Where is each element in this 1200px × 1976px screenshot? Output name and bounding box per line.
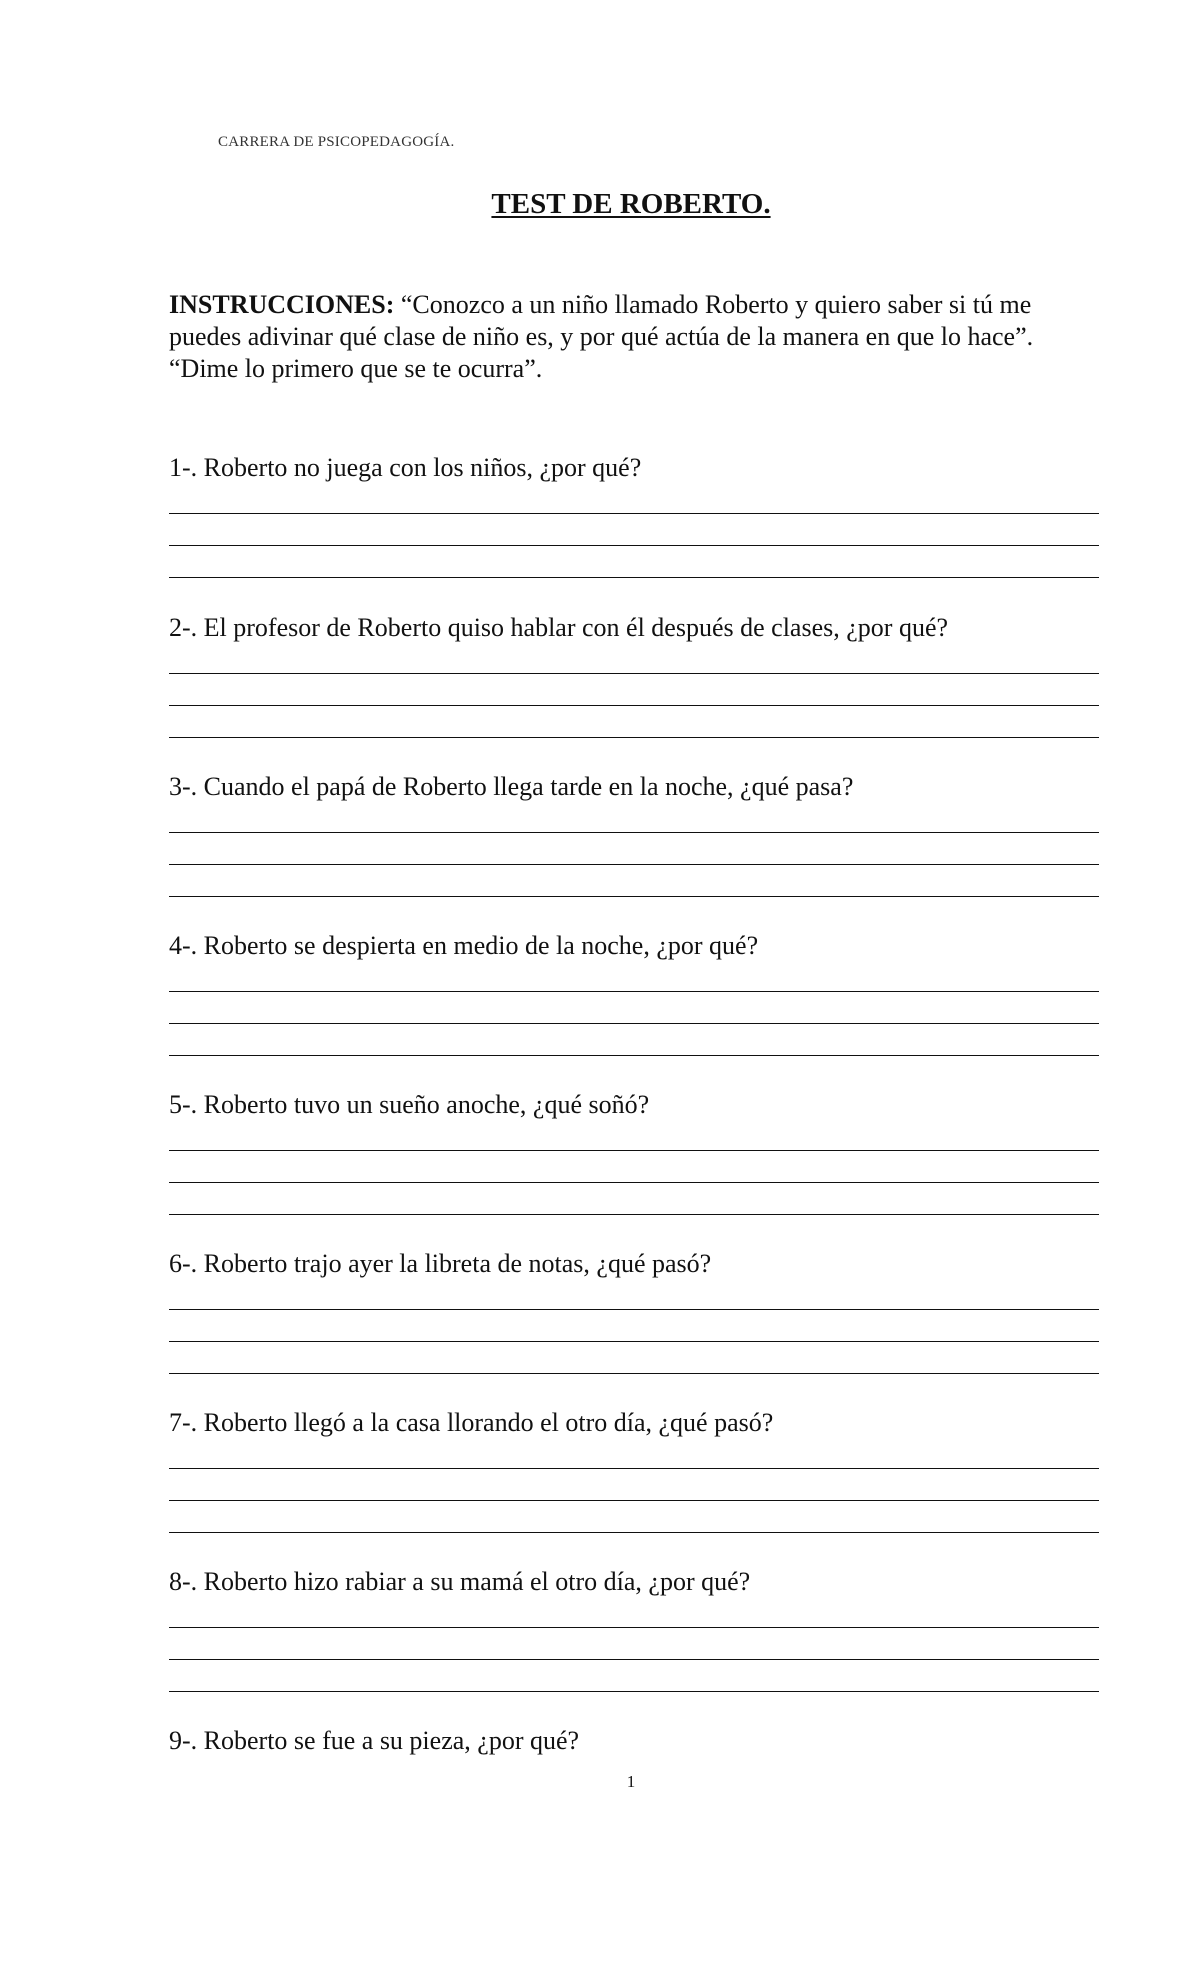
question-9 [169,1725,1099,1757]
question-text: 6-. Roberto trajo ayer la libreta de notas, ¿qué pasó? [169,1249,712,1278]
answer-line[interactable] [169,1469,1099,1501]
question-text: 7-. Roberto llegó a la casa llorando el otro día, ¿qué pasó? [169,1408,774,1437]
answer-line[interactable] [169,484,1099,514]
question-6 [169,1248,1099,1374]
question-text: 2-. El profesor de Roberto quiso hablar con él después de clases, ¿por qué? [169,613,949,642]
question-3 [169,771,1099,897]
answer-line[interactable] [169,1628,1099,1660]
answer-line[interactable] [169,1439,1099,1469]
answer-line[interactable] [169,1280,1099,1310]
answer-line[interactable] [169,644,1099,674]
answer-line[interactable] [169,514,1099,546]
answer-line[interactable] [169,1024,1099,1056]
answer-line[interactable] [169,833,1099,865]
question-text: 3-. Cuando el papá de Roberto llega tarde en la noche, ¿qué pasa? [169,772,854,801]
answer-line[interactable] [169,1501,1099,1533]
answer-line[interactable] [169,865,1099,897]
answer-line[interactable] [169,1183,1099,1215]
question-text: 9-. Roberto se fue a su pieza, ¿por qué? [169,1726,580,1755]
answer-line[interactable] [169,1151,1099,1183]
course-header: CARRERA DE PSICOPEDAGOGÍA. [218,134,455,150]
answer-line[interactable] [169,674,1099,706]
question-7 [169,1407,1099,1533]
answer-line[interactable] [169,1121,1099,1151]
question-text: 4-. Roberto se despierta en medio de la noche, ¿por qué? [169,931,759,960]
question-text: 8-. Roberto hizo rabiar a su mamá el otro día, ¿por qué? [169,1567,751,1596]
question-text: 1-. Roberto no juega con los niños, ¿por qué? [169,453,642,482]
answer-line[interactable] [169,1310,1099,1342]
question-2 [169,612,1099,738]
answer-line[interactable] [169,1342,1099,1374]
answer-line[interactable] [169,706,1099,738]
test-title: TEST DE ROBERTO. [491,188,771,220]
question-1 [169,452,1099,578]
instructions-label: INSTRUCCIONES: [169,290,395,319]
answer-line[interactable] [169,803,1099,833]
answer-line[interactable] [169,962,1099,992]
answer-line[interactable] [169,1660,1099,1692]
instructions-paragraph [169,289,1099,385]
answer-line[interactable] [169,546,1099,578]
page-number: 1 [626,1772,636,1791]
answer-line[interactable] [169,992,1099,1024]
question-5 [169,1089,1099,1215]
question-4 [169,930,1099,1056]
question-8 [169,1566,1099,1692]
answer-line[interactable] [169,1598,1099,1628]
question-text: 5-. Roberto tuvo un sueño anoche, ¿qué soñó? [169,1090,650,1119]
instructions-text: “Conozco a un niño llamado Roberto y quiero saber si tú me puedes adivinar qué clase de niño es, y por qué actúa de la manera en que lo hace”. “Dime lo primero que se te ocurra”. [169,290,1034,383]
